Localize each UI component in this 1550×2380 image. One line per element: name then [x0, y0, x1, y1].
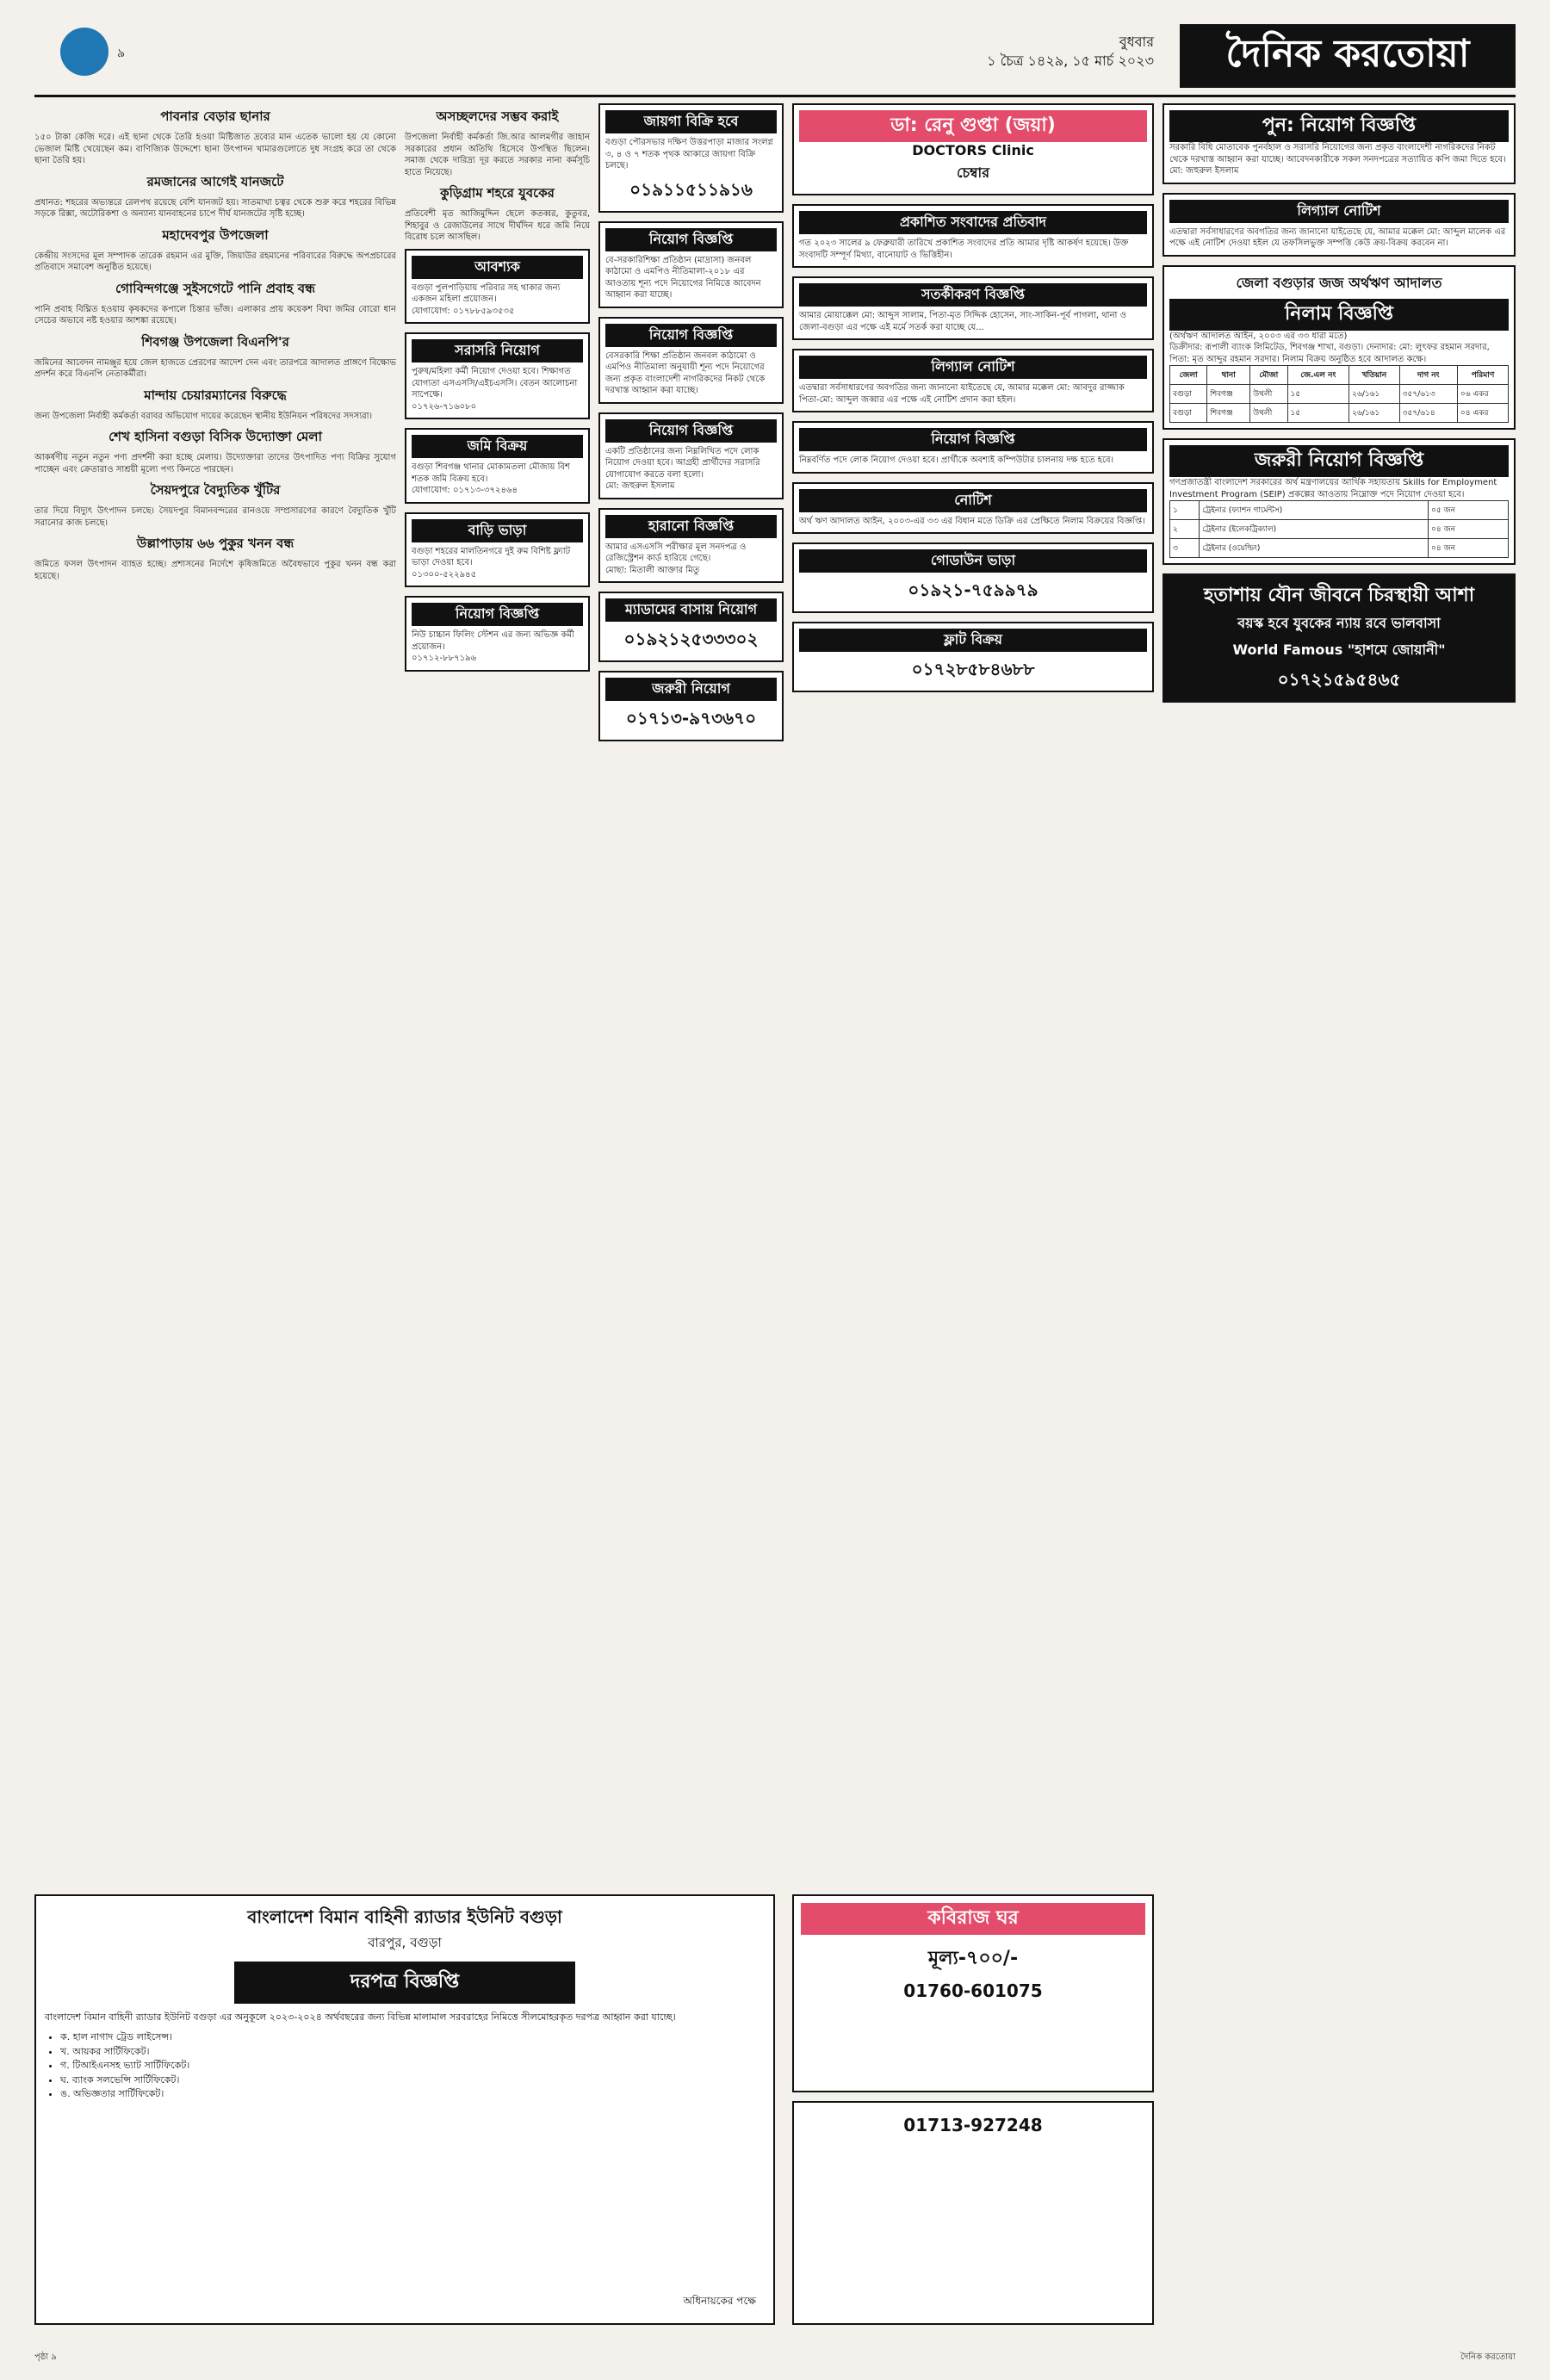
classified-column-5: [1162, 103, 1516, 1886]
table-cell: উথলী: [1250, 385, 1287, 404]
ad-title: নিয়োগ বিজ্ঞপ্তি: [605, 228, 777, 251]
ad-body: অর্থ ঋণ আদালত আইন, ২০০৩-এর ৩৩ এর বিধান মতে ডিক্রি এর প্রেক্ষিতে নিলাম বিক্রয়ের বিজ্ঞপ্তি।: [799, 516, 1145, 526]
ad-signature: মো: জহুরুল ইসলাম: [1169, 166, 1239, 176]
doctor-name: ডা: রেনু গুপ্তা (জয়া): [799, 110, 1147, 142]
ad-signature: মো: জহুরুল ইসলাম: [605, 481, 675, 491]
ad-title: নোটিশ: [799, 489, 1147, 512]
ad-body: বগুড়া শহরের মালতিনগরে দুই রুম বিশিষ্ট ফ্ল্যাট ভাড়া দেওয়া হবে।: [412, 546, 571, 567]
table-header-cell: খতিয়ান: [1349, 366, 1400, 385]
classified-ad: [792, 542, 1154, 613]
table-cell: ০৫ জন: [1429, 501, 1509, 520]
ad-phone: ০১৯২১২৫৩৩৩০২: [623, 629, 759, 649]
table-cell: ট্রেইনার (ফ্যাশন গার্মেন্টস): [1200, 501, 1429, 520]
ad-signature: মোছা: মিতালী আক্তার মিতু: [605, 565, 700, 575]
ad-phone: ০১৭২৬-৭১৬০৮০: [412, 401, 477, 412]
headline: শিবগঞ্জ উপজেলা বিএনপি'র: [141, 333, 289, 350]
classified-ad: [598, 671, 784, 741]
ad-price: মূল্য-৭০০/-: [927, 1948, 1019, 1969]
ad-phone: ০১৯১১৫১১৯১৬: [629, 178, 753, 200]
ad-title: নিয়োগ বিজ্ঞপ্তি: [605, 324, 777, 347]
ad-subtitle: বয়স্ক হবে যুবকের ন্যায় রবে ভালবাসা: [1237, 615, 1441, 631]
classified-ad: [405, 512, 590, 588]
ad-body: একটি প্রতিষ্ঠানের জন্য নিম্নলিখিত পদে লোক নিয়োগ দেওয়া হবে। আগ্রহী প্রার্থীদের সরাসরি যোগাযোগ করতে বলা হলো।: [605, 446, 760, 480]
table-cell: ৩৫৭/৬১৩: [1399, 385, 1457, 404]
tender-notice: [34, 1894, 775, 2325]
table-cell: শিবগঞ্জ: [1207, 385, 1250, 404]
ad-title: জমি বিক্রয়: [412, 435, 583, 458]
ad-body: সরকারি বিধি মোতাবেক পুনর্বহাল ও সরাসরি নিয়োগের জন্য প্রকৃত বাংলাদেশী নাগরিকদের নিকট থেকে দরখাস্ত আহ্বান করা যাচ্ছে। আবেদনকারীকে সকল সনদপত্রের সত্যায়িত কপি জমা দিতে হবে।: [1169, 143, 1506, 164]
footer-right: দৈনিক করতোয়া: [1460, 2352, 1516, 2362]
article-text: পানি প্রবাহ বিঘ্নিত হওয়ায় কৃষকদের কপালে চিন্তার ভাঁজ। এলাকার প্রায় কয়েকশ বিঘা জমির বোরো ধান সেচের অভাবে নষ্ট হওয়ার আশঙ্কা রয়েছে।: [34, 304, 396, 325]
table-row: [1170, 404, 1509, 423]
list-item: • ক. হাল নাগাদ ট্রেড লাইসেন্স।: [60, 2030, 765, 2045]
table-header-cell: পরিমাণ: [1457, 366, 1508, 385]
classified-ad: [792, 622, 1154, 692]
list-item: • ঙ. অভিজ্ঞতার সার্টিফিকেট।: [60, 2087, 765, 2102]
ad-title: নিলাম বিজ্ঞপ্তি: [1169, 299, 1509, 331]
table-cell: ২৬/১৬১: [1349, 385, 1400, 404]
ad-title: জরুরী নিয়োগ বিজ্ঞপ্তি: [1169, 445, 1509, 477]
classified-ad: [598, 317, 784, 404]
page-number: ৯: [117, 46, 126, 60]
classified-ad: [405, 428, 590, 504]
table-cell: ০৪ একর: [1457, 404, 1508, 423]
ad-phone: ০১৭১২-৮৮৭১৯৬: [412, 654, 477, 663]
tender-title: দরপত্র বিজ্ঞপ্তি: [234, 1962, 575, 2004]
tender-location: বারপুর, বগুড়া: [368, 1935, 442, 1950]
ad-title: বাড়ি ভাড়া: [412, 519, 583, 542]
table-cell: শিবগঞ্জ: [1207, 404, 1250, 423]
ad-body: নিউ চাচ্চান ফিলিং স্টেশন এর জন্য অভিজ্ঞ কর্মী প্রয়োজন।: [412, 630, 574, 652]
ad-body: ডিক্রীদার: রূপালী ব্যাংক লিমিটেড, শিবগঞ্জ শাখা, বগুড়া। দেনাদার: মো: লুৎফর রহমান সরদার, পিতা: মৃত আব্দুর রহমান সরদার। নিলাম বিক্রয় অনুষ্ঠিত হবে আদালত কক্ষে।: [1169, 343, 1490, 364]
ad-title: ফ্লাট বিক্রয়: [799, 629, 1147, 652]
ad-title: লিগ্যাল নোটিশ: [799, 356, 1147, 379]
ad-body: আমার এসএসসি পরীক্ষার মূল সনদপত্র ও রেজিস্ট্রেশন কার্ড হারিয়ে গেছে।: [605, 542, 747, 563]
ad-body: এতদ্বারা সর্বসাধারণের অবগতির জন্য জানানো যাইতেছে যে, আমার মক্কেল মো: আবদুর রাজ্জাক পিতা-মো: আব্দুল জব্বার এর পক্ষে এই নোটিশ প্রদান করা হইল।: [799, 383, 1125, 405]
ad-title: নিয়োগ বিজ্ঞপ্তি: [605, 419, 777, 443]
headline: অসচ্ছলদের সম্ভব করাই: [436, 108, 559, 124]
article-text: জমিনের আবেদন নামঞ্জুর হয়ে জেল হাজতে প্রেরণের আদেশ দেন এবং তারপরে আদালত প্রাঙ্গণে বিক্ষোভ প্রদর্শন করে বিএনপি নেতাকর্মীরা।: [34, 357, 396, 379]
table-header-cell: মৌজা: [1250, 366, 1287, 385]
table-row: [1170, 385, 1509, 404]
ad-body: বে-সরকারিশিক্ষা প্রতিষ্ঠান (মাদ্রাসা) জনবল কাঠামো ও এমপিও নীতিমালা-২০১৮ এর আওতায় শূন্য পদে নিয়োগের নিমিত্তে আবেদন আহ্বান করা যাচ্ছে।: [605, 255, 761, 300]
headline: সৈয়দপুরে বৈদ্যুতিক খুঁটির: [150, 482, 281, 498]
classified-ad: [405, 332, 590, 419]
table-cell: উথলী: [1250, 404, 1287, 423]
court-name: জেলা বগুড়ার জজ অর্থঋণ আদালত: [1236, 274, 1442, 291]
classified-ad: [598, 412, 784, 499]
table-cell: ১৫: [1287, 404, 1349, 423]
article-text: প্রধানত: শহরের অভ্যন্তরে রেলপথ রয়েছে বেশি যানজট হয়। সাতমাথা চত্বর থেকে শুরু করে শহরের বিভিন্ন সড়কে রিক্সা, অটোরিকশা ও অন্যান্য যানবাহনের চাপে দীর্ঘ যানজটের সৃষ্টি হচ্ছে।: [34, 197, 396, 219]
classified-column-4: [792, 103, 1154, 1886]
table-header-cell: জেলা: [1170, 366, 1207, 385]
classified-ad: [598, 592, 784, 662]
headline: পাবনার বেড়ার ছানার: [160, 108, 270, 124]
ad-phone: 01713-927248: [903, 2115, 1043, 2135]
table-row: [1170, 501, 1509, 520]
classified-ad: [598, 508, 784, 584]
table-cell: বগুড়া: [1170, 385, 1207, 404]
table-header-cell: থানা: [1207, 366, 1250, 385]
table-row: [1170, 520, 1509, 539]
ad-body: বেসরকারি শিক্ষা প্রতিষ্ঠান জনবল কাঠামো ও এমপিও নীতিমালা অনুযায়ী শূন্য পদে নিয়োগের জন্য প্রকৃত বাংলাদেশী নাগরিকদের নিকট থেকে দরখাস্ত আহ্বান করা যাচ্ছে।: [605, 350, 766, 395]
ad-phone: যোগাযোগ: ০১৭১৩-৩৭২৪৬৪: [412, 486, 518, 495]
chamber-label: চেম্বার: [957, 164, 989, 181]
page-footer: [34, 2351, 1516, 2365]
ad-phone: ০১৭২১৫৯৫৪৬৫: [1277, 669, 1401, 690]
promo-ad: [1162, 573, 1516, 703]
header-date: [987, 33, 1154, 71]
table-row: [1170, 539, 1509, 558]
job-ad-bottom: [792, 2101, 1154, 2325]
ad-title: হারানো বিজ্ঞপ্তি: [605, 515, 777, 538]
classified-ad: [792, 276, 1154, 340]
article-text: জন্য উপজেলা নির্বাহী কর্মকর্তা বরাবর অভিযোগ দায়ের করেছেন স্থানীয় ইউনিয়ন পরিষদের সদস্যরা।: [34, 411, 373, 421]
ad-title: নিয়োগ বিজ্ঞপ্তি: [412, 603, 583, 626]
masthead-logo-icon: [60, 28, 108, 76]
table-cell: ২৬/১৬১: [1349, 404, 1400, 423]
table-cell: ২: [1170, 520, 1200, 539]
article-text: প্রতিবেশী মৃত আজিমুদ্দিন ছেলে কতব্বর, কুতুবর, শিহাবুর ও রেজাউলের সাথে দীর্ঘদিন ধরে জমি নিয়ে বিরোধ চলে আসছিল।: [405, 209, 590, 242]
clinic-name: DOCTORS Clinic: [912, 142, 1034, 158]
ad-title: জায়গা বিক্রি হবে: [605, 110, 777, 133]
table-header-cell: জে.এল নং: [1287, 366, 1349, 385]
ad-body: বগুড়া শিবগঞ্জ থানার মোকামতলা মৌজায় বিশ শতক জমি বিক্রয় হবে।: [412, 462, 570, 484]
ad-body: নিম্নবর্ণিত পদে লোক নিয়োগ দেওয়া হবে। প্রার্থীকে অবশ্যই কম্পিউটার চালনায় দক্ষ হতে হবে।: [799, 456, 1114, 465]
table-cell: বগুড়া: [1170, 404, 1207, 423]
ad-body: গত ২০২৩ সালের ৯ ফেব্রুয়ারী তারিখে প্রকাশিত সংবাদের প্রতি আমার দৃষ্টি আকর্ষণ হয়েছে। উক্ত সংবাদটি সম্পূর্ণ মিথ্যা, বানোয়াট ও ভিত্তিহীন।: [799, 239, 1129, 260]
classified-ad: [598, 221, 784, 308]
ad-phone: ০১৭১৩-৯৭৩৬৭০: [625, 708, 757, 728]
article-text: আকর্ষণীয় নতুন নতুন পণ্য প্রদর্শনী করা হচ্ছে মেলায়। উদ্যোক্তারা তাদের উৎপাদিত পণ্য বিক্রির সুযোগ পাচ্ছেন এবং ক্রেতারাও সাশ্রয়ী মূল্যে পণ্য কিনতে পারছেন।: [34, 453, 396, 474]
classified-ad: [598, 103, 784, 213]
article-text: উপজেলা নির্বাহী কর্মকর্তা জি.আর আলমগীর জাহান সরকারের প্রধান অতিথি হিসেবে উপস্থিত ছিলেন। সমাজ থেকে দারিদ্র্য দূর করতে সরকার নানা কর্মসূচি হাতে নিয়েছে।: [405, 133, 590, 177]
list-item: • ঘ. ব্যাংক সলভেন্সি সার্টিফিকেট।: [60, 2073, 765, 2088]
ad-body: বগুড়া পুলপাড়িয়ায় পরিবার সহ থাকার জন্য একজন মহিলা প্রয়োজন।: [412, 282, 561, 304]
ad-phone: ০১৭২৮৫৮৪৬৮৮: [911, 659, 1035, 679]
ad-phone: 01760-601075: [903, 1980, 1043, 2001]
classified-ad: [1162, 438, 1516, 565]
tender-signature: অধিনায়কের পক্ষে: [683, 2295, 756, 2307]
headline: উল্লাপাড়ায় ৬৬ পুকুর খনন বন্ধ: [136, 536, 294, 551]
article-text: জমিতে ফসল উৎপাদন ব্যাহত হচ্ছে। প্রশাসনের নির্দেশে কৃষিজমিতে অবৈধভাবে পুকুর খনন বন্ধ করা হয়েছে।: [34, 560, 396, 581]
ad-title: হতাশায় যৌন জীবনে চিরস্থায়ী আশা: [1203, 585, 1475, 606]
property-table: [1169, 365, 1509, 423]
headline: মহাদেবপুর উপজেলা: [162, 226, 269, 243]
classified-ad: [405, 249, 590, 325]
tender-org: বাংলাদেশ বিমান বাহিনী র‍্যাডার ইউনিট বগুড়া: [247, 1906, 562, 1927]
ad-title: লিগ্যাল নোটিশ: [1169, 200, 1509, 223]
classified-ad: [792, 421, 1154, 474]
list-item: • গ. টিআইএনসহ ভ্যাট সার্টিফিকেট।: [60, 2059, 765, 2073]
table-header-cell: দাগ নং: [1399, 366, 1457, 385]
ad-title: কবিরাজ ঘর: [801, 1903, 1145, 1935]
classified-ad: [792, 349, 1154, 412]
classified-ad: [1162, 193, 1516, 257]
header-date-text: ১ চৈত্র ১৪২৯, ১৫ মার্চ ২০২৩: [987, 53, 1154, 70]
headline: মান্দায় চেয়ারম্যানের বিরুদ্ধে: [144, 387, 287, 403]
classified-ad: [405, 596, 590, 672]
table-cell: ০৪ জন: [1429, 539, 1509, 558]
auction-notice: [1162, 265, 1516, 431]
footer-left: পৃষ্ঠা ৯: [34, 2352, 57, 2362]
ad-phone: যোগাযোগ: ০১৭৮৮৫৯৩৫৩৫: [412, 306, 515, 316]
ad-title: পুন: নিয়োগ বিজ্ঞপ্তি: [1169, 110, 1509, 142]
ad-subtitle: (অর্থঋণ আদালত আইন, ২০০৩ এর ৩৩ ধারা মতে): [1169, 331, 1348, 341]
classified-ad: [792, 204, 1154, 268]
ad-phone: ০১৯২১-৭৫৯৯৭৯: [908, 580, 1038, 600]
article-text: তার দিয়ে বিদ্যুৎ উৎপাদন চলছে। সৈয়দপুর বিমানবন্দরের রানওয়ে সম্প্রসারণের কারণে বৈদ্যুতিক খুঁটি সরানোর কাজ চলছে।: [34, 506, 396, 528]
table-cell: ০৪ জন: [1429, 520, 1509, 539]
ad-body: বগুড়া পৌরসভার দক্ষিণ উত্তরপাড়া মাজার সংলগ্ন ৩, ৪ ও ৭ শতক পৃথক আকারে জায়গা বিক্রি চলছে।: [605, 138, 773, 170]
tender-body: বাংলাদেশ বিমান বাহিনী র‍্যাডার ইউনিট বগুড়া এর অনুকূলে ২০২৩-২০২৪ অর্থবছরের জন্য বিভিন্ন মালামাল সরবরাহের নিমিত্তে সীলমোহরকৃত দরপত্র আহ্বান করা যাচ্ছে।: [45, 2011, 676, 2023]
news-column-left: [34, 103, 396, 1886]
ad-body: গণপ্রজাতন্ত্রী বাংলাদেশ সরকারের অর্থ মন্ত্রণালয়ের আর্থিক সহায়তায় Skills for Employment Investment Program (SEIP) প্রকল্পের আওতায় নিম্নোক্ত পদে নিয়োগ দেওয়া হবে।: [1169, 478, 1497, 499]
ad-title: সতর্কীকরণ বিজ্ঞপ্তি: [799, 283, 1147, 307]
table-cell: ৩: [1170, 539, 1200, 558]
list-item: • খ. আয়কর সার্টিফিকেট।: [60, 2045, 765, 2060]
masthead-title: দৈনিক করতোয়া: [1180, 24, 1516, 88]
table-cell: ট্রেইনার (ওয়েল্ডিং): [1200, 539, 1429, 558]
tender-requirements: [60, 2030, 765, 2102]
doctor-ad: [792, 103, 1154, 195]
ad-title: জরুরী নিয়োগ: [605, 678, 777, 701]
news-column-2: [405, 103, 590, 1886]
ad-title: ম্যাডামের বাসায় নিয়োগ: [605, 598, 777, 622]
ad-title: প্রকাশিত সংবাদের প্রতিবাদ: [799, 211, 1147, 234]
table-cell: ১: [1170, 501, 1200, 520]
header-day: বুধবার: [1119, 34, 1154, 50]
page-header: [34, 17, 1516, 97]
table-cell: ১৫: [1287, 385, 1349, 404]
ad-body: এতদ্বারা সর্বসাধারণের অবগতির জন্য জানানো যাইতেছে যে, আমার মক্কেল মো: আব্দুল মালেক এর পক্ষে এই নোটিশ দেওয়া হইল যে তফসিলভুক্ত সম্পত্তি কেউ ক্রয়-বিক্রয় করবেন না।: [1169, 226, 1506, 248]
ad-title: নিয়োগ বিজ্ঞপ্তি: [799, 428, 1147, 451]
classified-column-3: [598, 103, 784, 1886]
vacancy-table: [1169, 500, 1509, 558]
article-text: ১৫০ টাকা কেজি দরে। এই ছানা থেকে তৈরি হওয়া মিষ্টিজাত দ্রব্যের মান এতেক ভালো হয় যে কোনো ভেজাল মিষ্টি খেয়েছেন কম। বাণিজ্যিক উদ্দেশ্যে ছানা উৎপাদন খামারগুলোতে দুধ সংগ্রহ করে তা থেকে ছানা তৈরি হয়।: [34, 133, 396, 165]
headline: রমজানের আগেই যানজটে: [146, 173, 284, 189]
article-text: কেন্দ্রীয় সংসদের মূল সম্পাদক তারেক রহমান এর মুক্তি, জিয়াউর রহমানের পরিবারের বিরুদ্ধে অপপ্রচারের প্রতিবাদে সমাবেশ অনুষ্ঠিত হয়েছে।: [34, 251, 396, 272]
ad-body: পুরুষ/মহিলা কর্মী নিয়োগ দেওয়া হবে। শিক্ষাগত যোগ্যতা এসএসসি/এইচএসসি। বেতন আলোচনা সাপেক্ষে।: [412, 367, 578, 400]
table-cell: ৩৫৭/৬১৪: [1399, 404, 1457, 423]
headline: কুড়িগ্রাম শহরে যুবকের: [440, 185, 555, 201]
classified-ad: [1162, 103, 1516, 184]
headline: গোবিন্দগঞ্জে সুইসগেটে পানি প্রবাহ বন্ধ: [115, 280, 315, 296]
headline: শেখ হাসিনা বগুড়া বিসিক উদ্যোক্তা মেলা: [108, 429, 322, 444]
ad-title: গোডাউন ভাড়া: [799, 549, 1147, 573]
ad-title: সরাসরি নিয়োগ: [412, 339, 583, 363]
table-cell: ০৬ একর: [1457, 385, 1508, 404]
classified-ad: [792, 482, 1154, 535]
ad-brand: World Famous "হাশমে জোয়ানী": [1232, 641, 1446, 658]
kabiraj-ad: [792, 1894, 1154, 2092]
ad-body: আমার মোয়াক্কেল মো: আব্দুস সালাম, পিতা-মৃত সিদ্দিক হোসেন, সাং-সাকিন-পূর্ব পাগলা, থানা ও জেলা-বগুড়া এর পক্ষে এই মর্মে সতর্ক করা যাচ্ছে যে...: [799, 311, 1126, 332]
ad-title: আবশ্যক: [412, 256, 583, 279]
table-cell: ট্রেইনার (ইলেকট্রিক্যাল): [1200, 520, 1429, 539]
ad-phone: ০১৩০০-৫২২৯৪৫: [412, 569, 477, 580]
